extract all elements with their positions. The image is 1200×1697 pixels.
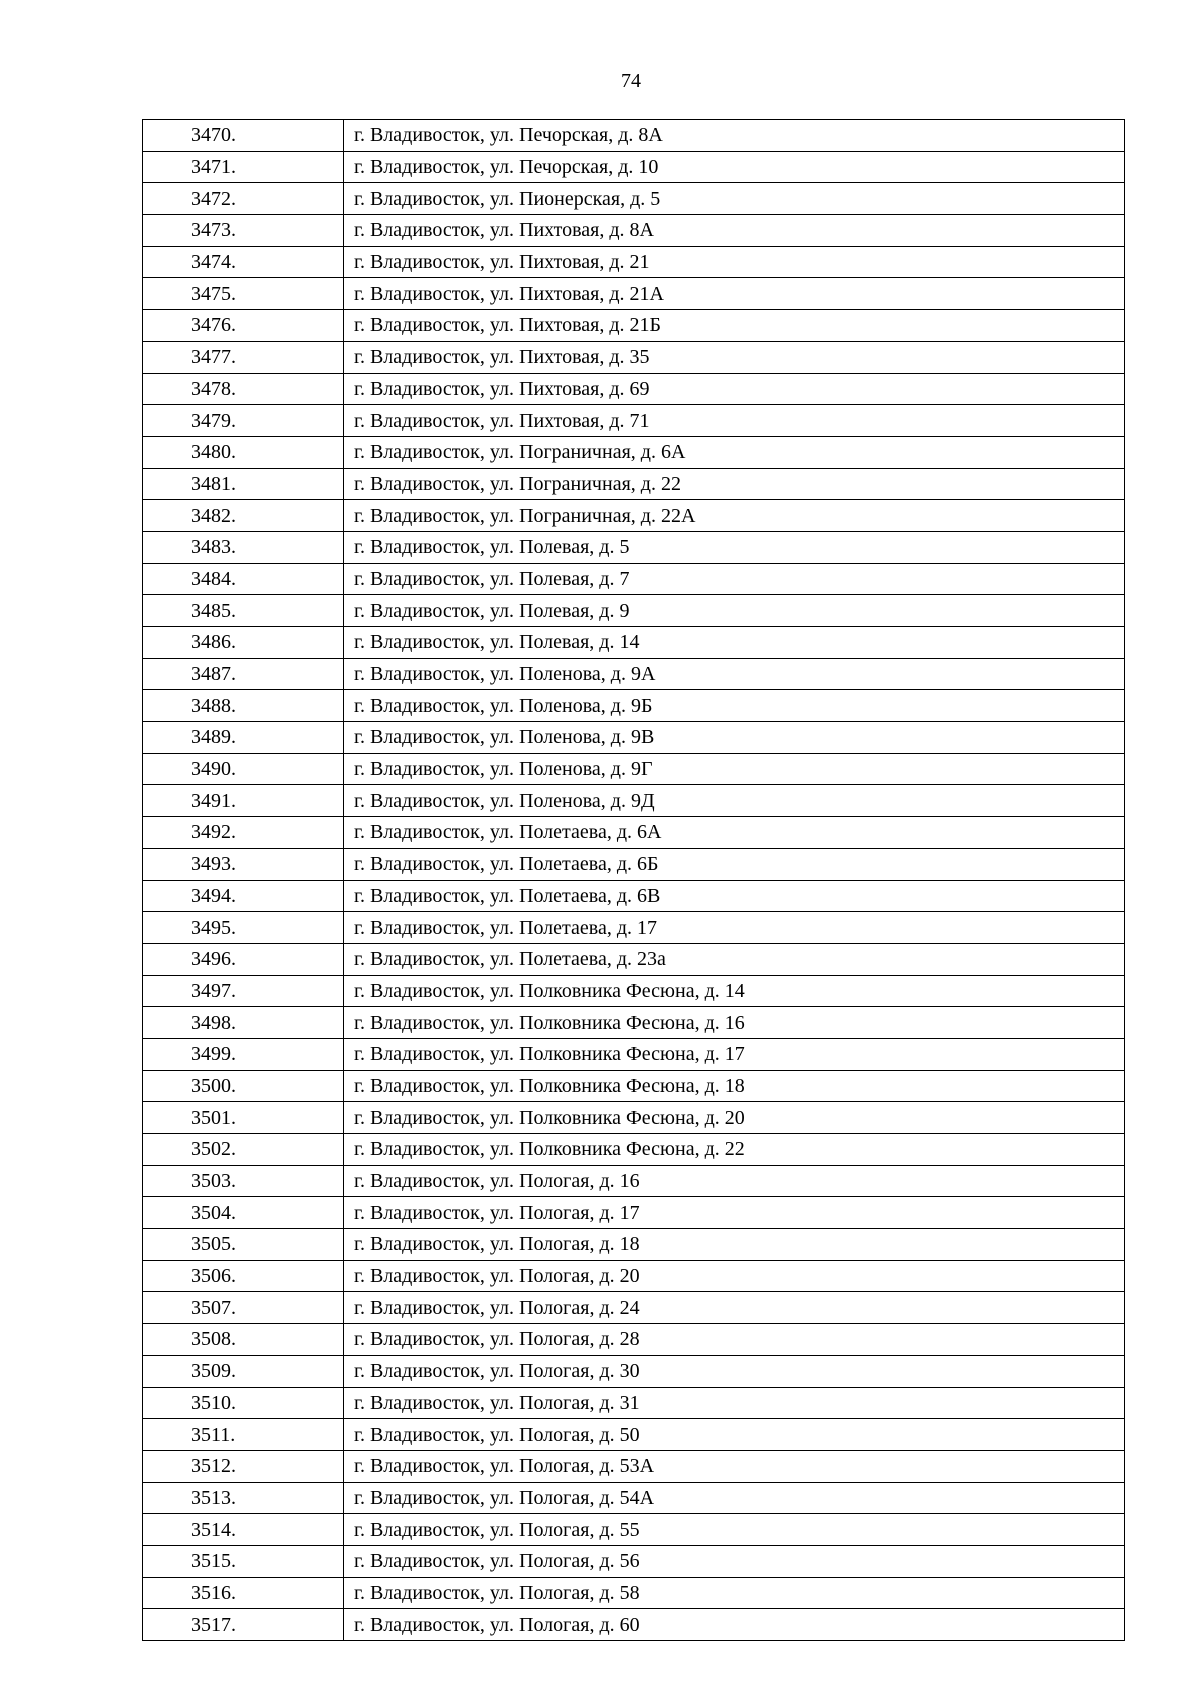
row-number-cell: 3513. [143, 1482, 344, 1514]
table-row [143, 436, 1125, 468]
table-row [143, 1229, 1125, 1261]
table-row [143, 341, 1125, 373]
address-cell: г. Владивосток, ул. Пологая, д. 50 [344, 1419, 1125, 1451]
table-row [143, 1609, 1125, 1641]
address-cell: г. Владивосток, ул. Полетаева, д. 6А [344, 817, 1125, 849]
row-number-cell: 3498. [143, 1007, 344, 1039]
table-row [143, 975, 1125, 1007]
address-cell: г. Владивосток, ул. Полковника Фесюна, д. 16 [344, 1007, 1125, 1039]
row-number-cell: 3508. [143, 1324, 344, 1356]
row-number-cell: 3504. [143, 1197, 344, 1229]
table-row [143, 278, 1125, 310]
address-cell: г. Владивосток, ул. Пологая, д. 16 [344, 1165, 1125, 1197]
row-number-cell: 3505. [143, 1229, 344, 1261]
table-row [143, 563, 1125, 595]
row-number-cell: 3472. [143, 183, 344, 215]
row-number-cell: 3490. [143, 753, 344, 785]
address-cell: г. Владивосток, ул. Полковника Фесюна, д. 14 [344, 975, 1125, 1007]
table-row [143, 215, 1125, 247]
row-number-cell: 3515. [143, 1545, 344, 1577]
row-number-cell: 3492. [143, 817, 344, 849]
table-row [143, 1545, 1125, 1577]
row-number-cell: 3495. [143, 912, 344, 944]
address-cell: г. Владивосток, ул. Пихтовая, д. 21А [344, 278, 1125, 310]
row-number-cell: 3502. [143, 1134, 344, 1166]
address-cell: г. Владивосток, ул. Печорская, д. 8А [344, 120, 1125, 152]
row-number-cell: 3511. [143, 1419, 344, 1451]
address-cell: г. Владивосток, ул. Печорская, д. 10 [344, 151, 1125, 183]
address-cell: г. Владивосток, ул. Пологая, д. 53А [344, 1450, 1125, 1482]
table-row [143, 1514, 1125, 1546]
table-row [143, 1007, 1125, 1039]
table-row [143, 1070, 1125, 1102]
address-cell: г. Владивосток, ул. Полетаева, д. 17 [344, 912, 1125, 944]
row-number-cell: 3509. [143, 1355, 344, 1387]
table-row [143, 405, 1125, 437]
row-number-cell: 3497. [143, 975, 344, 1007]
address-cell: г. Владивосток, ул. Пологая, д. 17 [344, 1197, 1125, 1229]
address-cell: г. Владивосток, ул. Пологая, д. 28 [344, 1324, 1125, 1356]
table-row [143, 912, 1125, 944]
address-table [142, 119, 1125, 1641]
row-number-cell: 3506. [143, 1260, 344, 1292]
row-number-cell: 3486. [143, 627, 344, 659]
row-number-cell: 3499. [143, 1038, 344, 1070]
address-cell: г. Владивосток, ул. Пологая, д. 58 [344, 1577, 1125, 1609]
address-cell: г. Владивосток, ул. Поленова, д. 9Д [344, 785, 1125, 817]
table-row [143, 310, 1125, 342]
row-number-cell: 3479. [143, 405, 344, 437]
address-cell: г. Владивосток, ул. Поленова, д. 9В [344, 722, 1125, 754]
address-cell: г. Владивосток, ул. Пихтовая, д. 69 [344, 373, 1125, 405]
row-number-cell: 3481. [143, 468, 344, 500]
address-cell: г. Владивосток, ул. Поленова, д. 9Г [344, 753, 1125, 785]
table-row [143, 658, 1125, 690]
table-row [143, 1450, 1125, 1482]
table-row [143, 1292, 1125, 1324]
table-row [143, 1419, 1125, 1451]
table-row [143, 1324, 1125, 1356]
row-number-cell: 3476. [143, 310, 344, 342]
address-table-body [143, 120, 1125, 1641]
address-cell: г. Владивосток, ул. Пихтовая, д. 71 [344, 405, 1125, 437]
row-number-cell: 3517. [143, 1609, 344, 1641]
row-number-cell: 3477. [143, 341, 344, 373]
table-row [143, 848, 1125, 880]
address-cell: г. Владивосток, ул. Пихтовая, д. 21 [344, 246, 1125, 278]
row-number-cell: 3483. [143, 531, 344, 563]
row-number-cell: 3482. [143, 500, 344, 532]
table-row [143, 120, 1125, 152]
address-cell: г. Владивосток, ул. Пограничная, д. 22А [344, 500, 1125, 532]
row-number-cell: 3507. [143, 1292, 344, 1324]
table-row [143, 1355, 1125, 1387]
address-cell: г. Владивосток, ул. Поленова, д. 9А [344, 658, 1125, 690]
row-number-cell: 3496. [143, 943, 344, 975]
row-number-cell: 3514. [143, 1514, 344, 1546]
address-cell: г. Владивосток, ул. Полковника Фесюна, д. 17 [344, 1038, 1125, 1070]
table-row [143, 785, 1125, 817]
table-row [143, 595, 1125, 627]
address-cell: г. Владивосток, ул. Полетаева, д. 6В [344, 880, 1125, 912]
row-number-cell: 3474. [143, 246, 344, 278]
table-row [143, 500, 1125, 532]
row-number-cell: 3484. [143, 563, 344, 595]
row-number-cell: 3475. [143, 278, 344, 310]
table-row [143, 627, 1125, 659]
table-row [143, 1197, 1125, 1229]
table-row [143, 373, 1125, 405]
address-cell: г. Владивосток, ул. Пологая, д. 55 [344, 1514, 1125, 1546]
table-row [143, 1038, 1125, 1070]
row-number-cell: 3494. [143, 880, 344, 912]
table-row [143, 753, 1125, 785]
address-cell: г. Владивосток, ул. Пологая, д. 54А [344, 1482, 1125, 1514]
address-cell: г. Владивосток, ул. Пихтовая, д. 35 [344, 341, 1125, 373]
row-number-cell: 3470. [143, 120, 344, 152]
row-number-cell: 3485. [143, 595, 344, 627]
table-row [143, 151, 1125, 183]
address-cell: г. Владивосток, ул. Пологая, д. 31 [344, 1387, 1125, 1419]
address-cell: г. Владивосток, ул. Пологая, д. 60 [344, 1609, 1125, 1641]
address-cell: г. Владивосток, ул. Пограничная, д. 6А [344, 436, 1125, 468]
table-row [143, 468, 1125, 500]
table-row [143, 1577, 1125, 1609]
table-row [143, 1134, 1125, 1166]
address-cell: г. Владивосток, ул. Полевая, д. 9 [344, 595, 1125, 627]
row-number-cell: 3503. [143, 1165, 344, 1197]
table-row [143, 183, 1125, 215]
address-cell: г. Владивосток, ул. Пологая, д. 24 [344, 1292, 1125, 1324]
row-number-cell: 3480. [143, 436, 344, 468]
row-number-cell: 3500. [143, 1070, 344, 1102]
row-number-cell: 3473. [143, 215, 344, 247]
table-row [143, 531, 1125, 563]
row-number-cell: 3516. [143, 1577, 344, 1609]
table-row [143, 880, 1125, 912]
row-number-cell: 3491. [143, 785, 344, 817]
table-row [143, 943, 1125, 975]
row-number-cell: 3510. [143, 1387, 344, 1419]
row-number-cell: 3487. [143, 658, 344, 690]
address-cell: г. Владивосток, ул. Пологая, д. 20 [344, 1260, 1125, 1292]
address-cell: г. Владивосток, ул. Полковника Фесюна, д. 22 [344, 1134, 1125, 1166]
address-cell: г. Владивосток, ул. Полетаева, д. 23а [344, 943, 1125, 975]
address-cell: г. Владивосток, ул. Пихтовая, д. 8А [344, 215, 1125, 247]
address-cell: г. Владивосток, ул. Полевая, д. 5 [344, 531, 1125, 563]
table-row [143, 1165, 1125, 1197]
table-row [143, 817, 1125, 849]
address-cell: г. Владивосток, ул. Полковника Фесюна, д. 20 [344, 1102, 1125, 1134]
address-cell: г. Владивосток, ул. Полевая, д. 7 [344, 563, 1125, 595]
address-cell: г. Владивосток, ул. Полетаева, д. 6Б [344, 848, 1125, 880]
row-number-cell: 3512. [143, 1450, 344, 1482]
row-number-cell: 3501. [143, 1102, 344, 1134]
table-row [143, 1102, 1125, 1134]
address-cell: г. Владивосток, ул. Пионерская, д. 5 [344, 183, 1125, 215]
address-cell: г. Владивосток, ул. Пологая, д. 18 [344, 1229, 1125, 1261]
address-cell: г. Владивосток, ул. Пологая, д. 30 [344, 1355, 1125, 1387]
table-row [143, 722, 1125, 754]
table-row [143, 690, 1125, 722]
row-number-cell: 3489. [143, 722, 344, 754]
table-row [143, 246, 1125, 278]
row-number-cell: 3471. [143, 151, 344, 183]
row-number-cell: 3488. [143, 690, 344, 722]
table-row [143, 1260, 1125, 1292]
page-number: 74 [621, 70, 641, 92]
row-number-cell: 3493. [143, 848, 344, 880]
table-row [143, 1482, 1125, 1514]
address-cell: г. Владивосток, ул. Поленова, д. 9Б [344, 690, 1125, 722]
table-row [143, 1387, 1125, 1419]
address-cell: г. Владивосток, ул. Пихтовая, д. 21Б [344, 310, 1125, 342]
address-cell: г. Владивосток, ул. Пограничная, д. 22 [344, 468, 1125, 500]
address-cell: г. Владивосток, ул. Полковника Фесюна, д. 18 [344, 1070, 1125, 1102]
address-cell: г. Владивосток, ул. Пологая, д. 56 [344, 1545, 1125, 1577]
address-cell: г. Владивосток, ул. Полевая, д. 14 [344, 627, 1125, 659]
row-number-cell: 3478. [143, 373, 344, 405]
